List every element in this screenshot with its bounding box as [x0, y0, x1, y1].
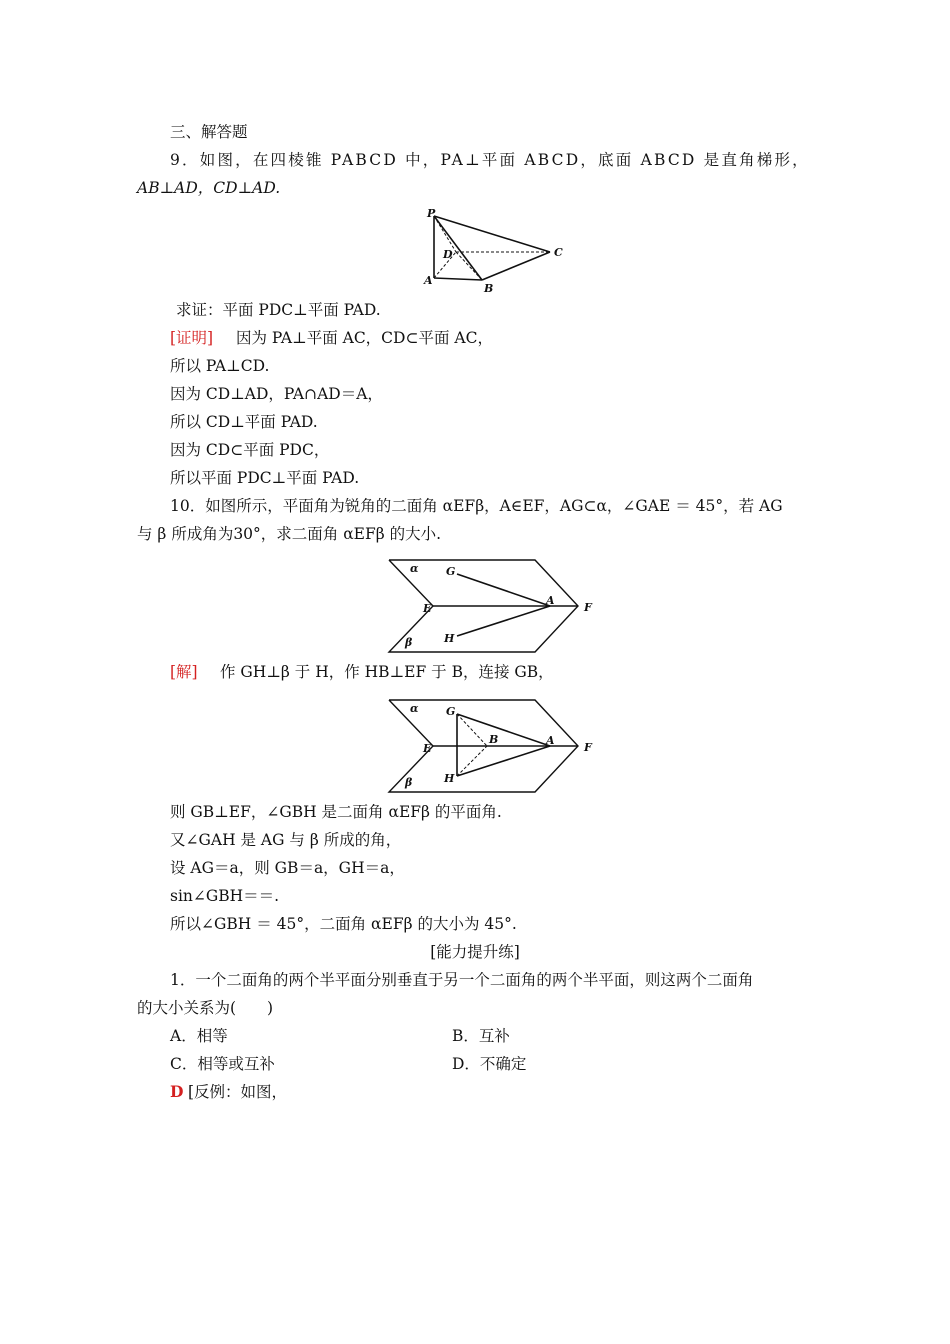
q1-option-a: A．相等 [170, 1027, 228, 1045]
label-H: H [444, 772, 455, 785]
label-A: A [546, 734, 555, 747]
label-alpha: α [410, 702, 419, 715]
label-D: D [443, 248, 453, 261]
q9-proof-line-3: 因为 CD⊥AD，PA∩AD＝A， [170, 385, 383, 403]
label-beta: β [405, 776, 413, 789]
label-H: H [444, 632, 455, 645]
label-B: B [489, 733, 499, 746]
practice-heading: [能力提升练] [430, 943, 520, 961]
q1-text-line2: 的大小关系为( ) [137, 999, 274, 1017]
q9-proof-line-6: 所以平面 PDC⊥平面 PAD. [170, 469, 360, 487]
label-F: F [584, 741, 592, 754]
q9-prove-statement: 求证：平面 PDC⊥平面 PAD. [176, 301, 381, 319]
label-C: C [554, 246, 563, 259]
label-alpha: α [410, 562, 419, 575]
q10-solution-line-4: sin∠GBH＝＝. [170, 887, 280, 905]
q9-proof-tag: [证明] [170, 329, 214, 347]
q1-option-b: B．互补 [452, 1027, 510, 1045]
q9-text-line1: 9．如图，在四棱锥 PABCD 中，PA⊥平面 ABCD，底面 ABCD 是直角梯形， [170, 151, 810, 169]
label-P: P [427, 207, 436, 220]
q9-proof-line-4: 所以 CD⊥平面 PAD. [170, 413, 318, 431]
label-A: A [424, 274, 433, 287]
q9-proof-line-5: 因为 CD⊂平面 PDC， [170, 441, 330, 459]
q9-text-line2: AB⊥AD，CD⊥AD. [137, 179, 281, 197]
q9-proof-line-1: 因为 PA⊥平面 AC，CD⊂平面 AC， [236, 329, 493, 347]
q9-pyramid-figure [420, 206, 570, 296]
label-B: B [484, 282, 494, 295]
label-E: E [423, 742, 432, 755]
label-A: A [546, 594, 555, 607]
q10-dihedral-figure [385, 556, 600, 656]
q1-option-d: D．不确定 [452, 1055, 527, 1073]
label-G: G [446, 705, 456, 718]
label-F: F [584, 601, 592, 614]
q1-text-line1: 1．一个二面角的两个半平面分别垂直于另一个二面角的两个半平面，则这两个二面角 [170, 971, 754, 989]
section-heading: 三、解答题 [170, 123, 248, 141]
q10-solution-line-3: 设 AG＝a，则 GB＝a，GH＝a， [170, 859, 405, 877]
q1-answer-text: [反例：如图， [188, 1083, 288, 1101]
q10-solution-line-5: 所以∠GBH ＝ 45°，二面角 αEFβ 的大小为 45°. [170, 915, 517, 933]
q10-text-line2: 与 β 所成角为30°，求二面角 αEFβ 的大小. [137, 525, 442, 543]
q9-proof-line-2: 所以 PA⊥CD. [170, 357, 270, 375]
q1-answer: D [170, 1082, 184, 1101]
label-G: G [446, 565, 456, 578]
q10-solution-tag: [解] [170, 663, 198, 681]
q10-solution-figure [385, 696, 600, 796]
q10-text-line1: 10．如图所示，平面角为锐角的二面角 αEFβ，A∈EF，AG⊂α，∠GAE ＝ 45°，若 AG [170, 497, 783, 515]
q10-solution-line-1: 则 GB⊥EF，∠GBH 是二面角 αEFβ 的平面角. [170, 803, 502, 821]
q10-solution-first: 作 GH⊥β 于 H，作 HB⊥EF 于 B，连接 GB， [220, 663, 554, 681]
label-E: E [423, 602, 432, 615]
q1-option-c: C．相等或互补 [170, 1055, 275, 1073]
q10-solution-line-2: 又∠GAH 是 AG 与 β 所成的角， [170, 831, 402, 849]
label-beta: β [405, 636, 413, 649]
